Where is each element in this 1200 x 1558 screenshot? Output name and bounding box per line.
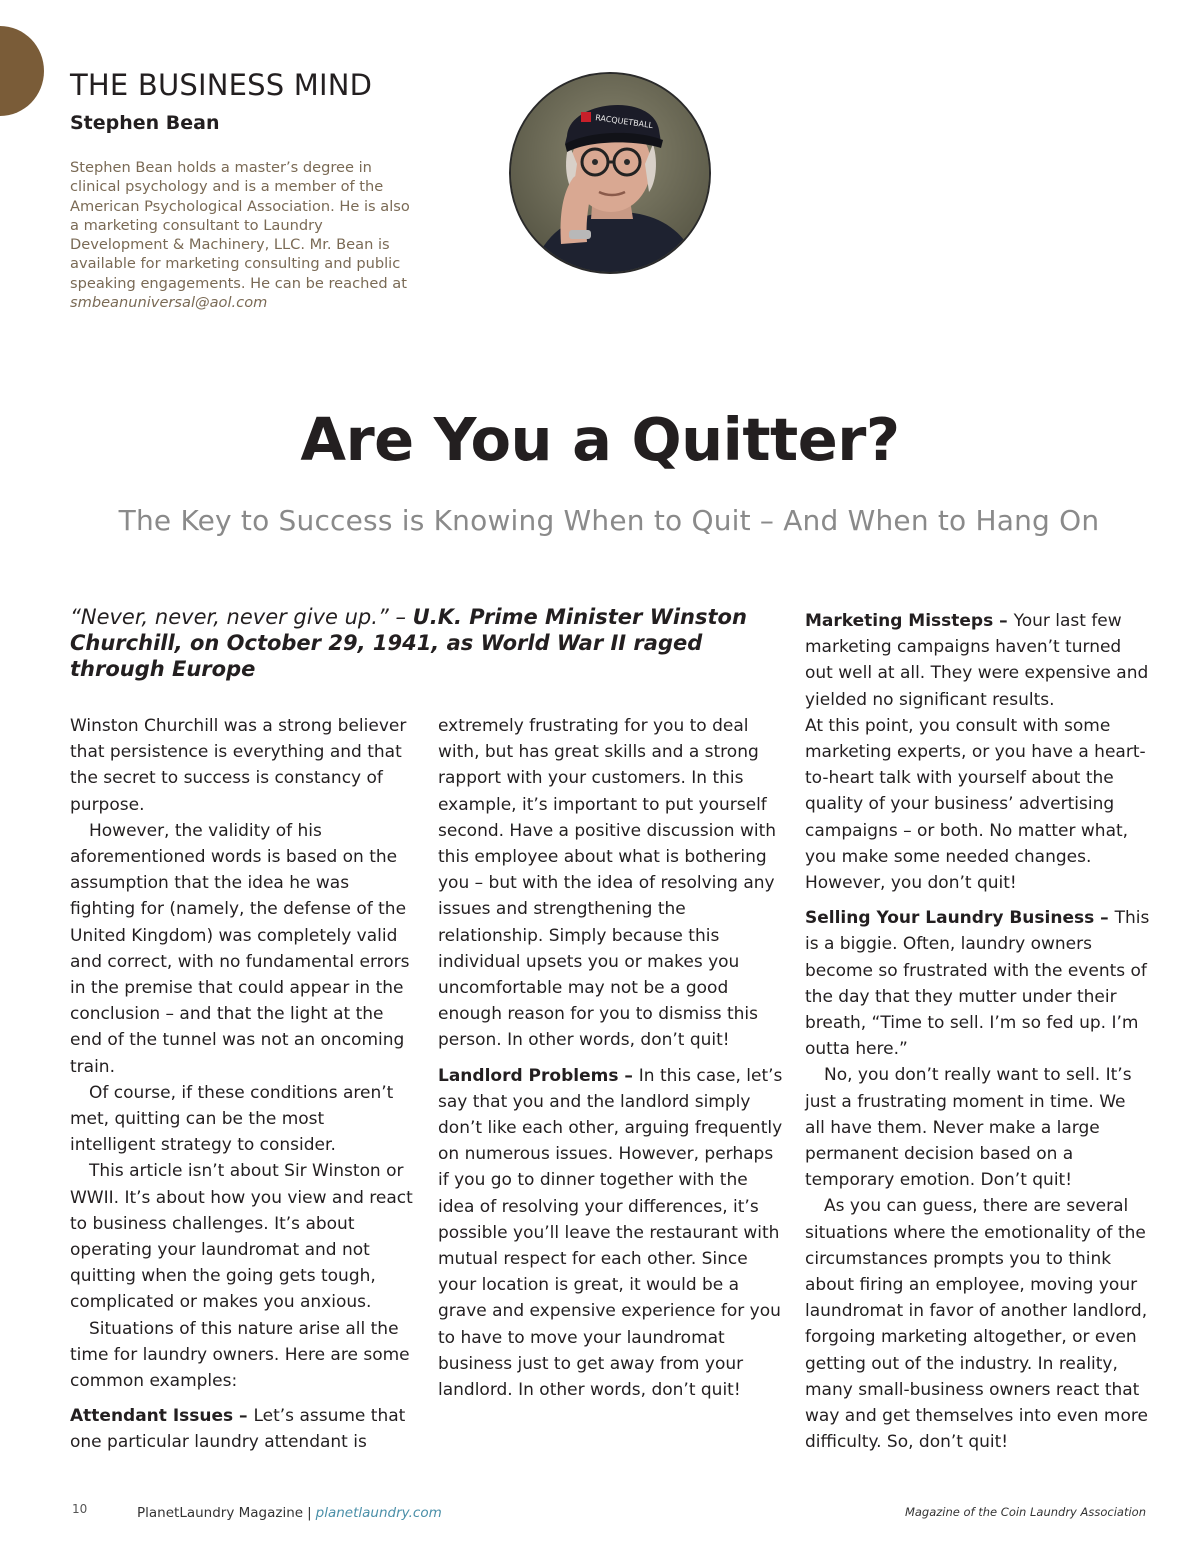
author-name: Stephen Bean [70,112,220,134]
section-attendant-issues [70,1403,415,1455]
magazine-url-link[interactable]: planetlaundry.com [315,1505,442,1521]
section-heading: Selling Your Laundry Business – [805,908,1115,929]
magazine-name: PlanetLaundry Magazine [137,1505,304,1521]
article-subtitle: The Key to Success is Knowing When to Quit – And When to Hang On [118,504,1100,537]
paragraph: As you can guess, there are several situations where the emotionality of the circumstances prompts you to think about firing an employee, moving your laundromat in favor of another landlord, forgoing marketing altogether, or even getting out of the industry. In reality, many small-business owners react that way and get themselves into even more difficulty. So, don’t quit! [805,1196,1148,1453]
author-photo [509,72,711,274]
footer-magazine [137,1505,442,1521]
section-text: Your last few marketing campaigns haven’t turned out well at all. They were expensive and yielded no significant results. [805,611,1149,710]
paragraph: extremely frustrating for you to deal with, but has great skills and a strong rapport with your customers. In this example, it’s important to put yourself second. Have a positive discussion with this employee about what is bothering you – but with the idea of resolving any issues and strengthening the relationship. Simply because this individual upsets you or makes you uncomfortable may not be a good enough reason for you to dismiss this person. In other words, don’t quit! [438,716,777,1051]
pull-quote [70,604,750,682]
author-portrait-illustration [511,74,711,274]
author-bio [70,158,420,312]
quote-text: “Never, never, never give up.” – [70,605,413,629]
section-text: This is a biggie. Often, laundry owners become so frustrated with the events of the day that they mutter under their breath, “Time to sell. I’m so fed up. I’m outta here.” [805,908,1150,1060]
column-title: THE BUSINESS MIND [70,68,373,102]
cap-logo-text: RACQUETBALL [594,113,654,131]
paragraph: This article isn’t about Sir Winston or WWII. It’s about how you view and react to business challenges. It’s about operating your laundromat and not quitting when the going gets tough, complicated or makes you anxious. [70,1161,413,1313]
paragraph: No, you don’t really want to sell. It’s just a frustrating moment in time. We all have them. Never make a large permanent decision based on a temporary emotion. Don’t quit! [805,1065,1132,1191]
article-column-1 [70,713,415,1456]
paragraph: Of course, if these conditions aren’t met, quitting can be the most intelligent strategy to consider. [70,1082,394,1156]
author-bio-text: Stephen Bean holds a master’s degree in clinical psychology and is a member of the American Psychological Association. He is also a marketing consultant to Laundry Development & Machinery, LLC. Mr. Bean is available for marketing consulting and public speaking engagements. He can be reached at [70,159,410,292]
section-heading: Landlord Problems – [438,1065,639,1086]
paragraph: Winston Churchill was a strong believer that persistence is everything and that the secret to success is constancy of purpose. [70,716,407,815]
paragraph: At this point, you consult with some marketing experts, or you have a heart-to-heart talk with yourself about the quality of your business’ advertising campaigns – or both. No matter what, you make some needed changes. However, you don’t quit! [805,715,1146,894]
section-selling-business [805,905,1150,1062]
section-text: Let’s assume that one particular laundry attendant is [70,1406,406,1453]
quote-attribution: U.K. Prime Minister Winston Churchill, on October 29, 1941, as World War II raged through Europe [70,605,747,681]
footer-separator: | [307,1505,312,1521]
author-email[interactable]: smbeanuniversal@aol.com [70,294,268,312]
section-text: In this case, let’s say that you and the landlord simply don’t like each other, arguing frequently on numerous issues. However, perhaps if you go to dinner together with the idea of resolving your differences, it’s possible you’ll leave the restaurant with mutual respect for each other. Since your location is great, it would be a grave and expensive experience for you to have to move your laundromat business just to get away from your landlord. In other words, don’t quit! [438,1065,783,1401]
article-column-2 [438,713,783,1403]
section-marketing-missteps [805,608,1150,713]
section-landlord-problems [438,1063,783,1404]
article-column-3 [805,608,1150,1456]
section-heading: Attendant Issues – [70,1406,254,1427]
article-title: Are You a Quitter? [300,405,900,474]
page-number: 10 [72,1502,88,1516]
section-heading: Marketing Missteps – [805,611,1014,631]
paragraph: Situations of this nature arise all the time for laundry owners. Here are some common examples: [70,1318,410,1392]
section-corner-tab [0,26,44,116]
paragraph: However, the validity of his aforementioned words is based on the assumption that the idea he was fighting for (namely, the defense of the United Kingdom) was completely valid and correct, with no fundamental errors in the premise that could appear in the conclusion – and that the light at the end of the tunnel was not an oncoming train. [70,820,410,1077]
footer-tagline: Magazine of the Coin Laundry Association [904,1505,1146,1519]
